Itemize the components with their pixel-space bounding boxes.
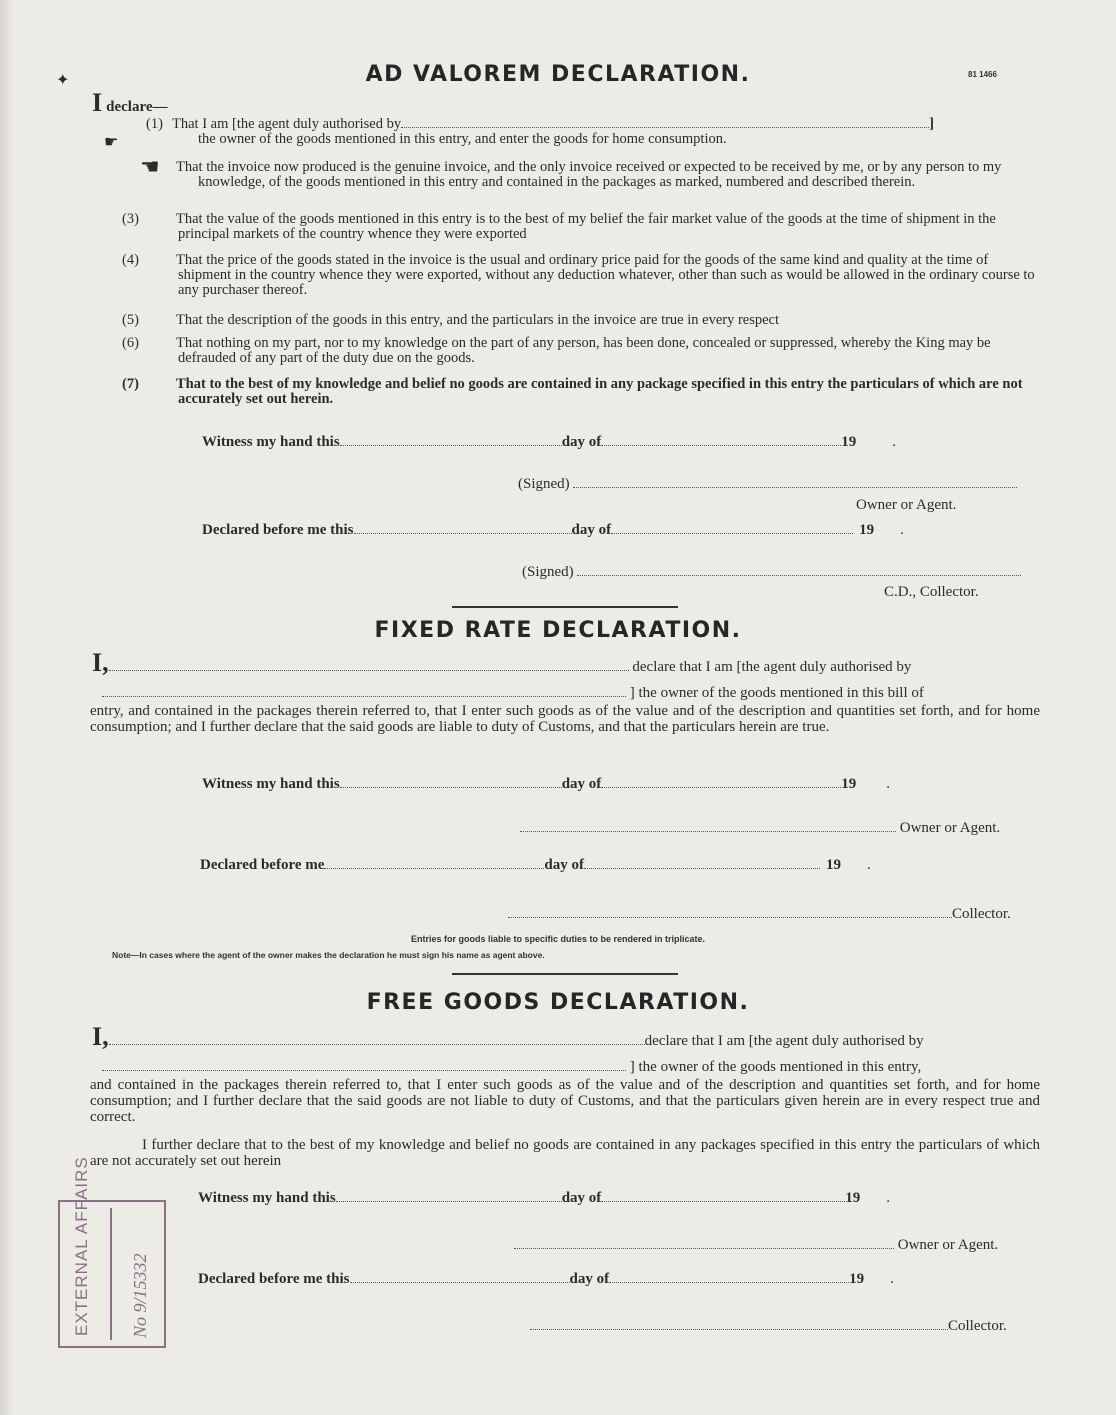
i-mark: I,: [92, 1022, 109, 1051]
day-of-label: day of: [561, 1190, 602, 1206]
page-edge-shadow: [0, 0, 14, 1415]
fg-bracket-row: [102, 1059, 921, 1076]
ad-valorem-title: AD VALOREM DECLARATION.: [365, 62, 751, 87]
i-mark: I,: [92, 648, 109, 677]
witness-month-field[interactable]: [601, 444, 841, 446]
clause-1: [146, 117, 1036, 147]
collector-label: Collector.: [948, 1318, 1007, 1334]
fr-bracket-row: [102, 685, 924, 702]
clause-5: [122, 312, 1040, 328]
declared-label: Declared before me this: [198, 1271, 350, 1287]
fr-paragraph: entry, and contained in the packages therein referred to, that I enter such goods as of the value and of the description and quantities set forth, and for home consumption; and I further declare that the said goods are liable to duty of Customs, and that the particulars herein are true.: [90, 703, 1040, 735]
clause-2: [176, 160, 1040, 190]
period: .: [886, 1190, 891, 1206]
witness-day-field[interactable]: [340, 786, 562, 788]
fr-declared-row: [200, 857, 871, 874]
section-divider: [452, 606, 678, 608]
day-of-label: day of: [544, 857, 584, 873]
declared-month-field[interactable]: [609, 1281, 849, 1283]
clause-3: [122, 211, 1040, 242]
margin-mark-icon: ✦: [56, 72, 70, 89]
free-goods-title: FREE GOODS DECLARATION.: [366, 990, 750, 1015]
fg-owner-row: [514, 1237, 998, 1254]
clause-text: That the description of the goods in this entry, and the particulars in the invoice are true in every respect: [176, 312, 780, 328]
collector-signature-field[interactable]: [577, 574, 1021, 576]
clause-number: (4): [122, 252, 139, 268]
day-of-label: day of: [569, 1271, 610, 1287]
year-label: 19: [841, 434, 857, 450]
signed-label: (Signed): [522, 564, 574, 580]
period: .: [886, 776, 891, 792]
pointing-hand-icon: ☛: [104, 134, 119, 151]
period: .: [892, 434, 897, 450]
fg-paragraph: and contained in the packages therein referred to, that I enter such goods as of the value and of the description and quantities set forth, and for home consumption; and I further declare that the said goods are not liable to duty of Customs, and that the particulars given herein are in every respect true and correct.: [90, 1077, 1040, 1125]
day-of-label: day of: [561, 434, 602, 450]
fg-declared-row: [198, 1271, 894, 1288]
collector-signature-field[interactable]: [530, 1328, 948, 1330]
bracket: ]: [929, 116, 934, 132]
stamp-number-column: [122, 1208, 160, 1340]
av-collector-label: C.D., Collector.: [884, 584, 979, 600]
fg-declare-row: [92, 1022, 924, 1052]
period: .: [900, 522, 904, 538]
year-label: 19: [845, 1190, 861, 1206]
external-affairs-stamp: [58, 1156, 166, 1348]
clause-number: (5): [122, 312, 139, 328]
av-witness-row: [202, 434, 896, 451]
clause-6: [122, 335, 1040, 366]
clause-text-line2: the owner of the goods mentioned in this entry, and enter the goods for home consumption.: [198, 131, 727, 147]
owner-signature-field[interactable]: [573, 486, 1017, 488]
day-of-label: day of: [571, 522, 612, 538]
stamp-dept-text: EXTERNAL AFFAIRS: [72, 1156, 91, 1336]
witness-label: Witness my hand this: [202, 776, 340, 792]
stamp-dept-column: [64, 1156, 112, 1340]
clause-text: That to the best of my knowledge and belief no goods are contained in any package specified in this entry the particulars of which are not accurately set out herein.: [176, 376, 1023, 407]
owner-or-agent-label: Owner or Agent.: [899, 820, 1001, 836]
fr-note-agent: Note—In cases where the agent of the owner makes the declaration he must sign his name as agent above.: [112, 950, 545, 960]
year-label: 19: [826, 857, 841, 873]
year-label: 19: [841, 776, 857, 792]
clause-7: [122, 376, 1040, 407]
form-number: 81 1466: [968, 70, 997, 79]
declarant-name-field[interactable]: [109, 1043, 645, 1045]
declare-intro: [92, 88, 168, 118]
fr-note-triplicate: Entries for goods liable to specific duties to be rendered in triplicate.: [410, 934, 706, 944]
pointing-hand-icon: ☚: [140, 154, 160, 179]
clause-text: That nothing on my part, nor to my knowledge on the part of any person, has been done, concealed or suppressed, whereby the King may be defrauded of any part of the duty due on the goods.: [176, 335, 991, 366]
stamp-number-text: No 9/15332: [130, 1253, 150, 1338]
av-collector-signed-row: [522, 564, 1021, 581]
declared-month-field[interactable]: [611, 532, 853, 534]
bracket-text: ] the owner of the goods mentioned in this entry,: [629, 1059, 922, 1075]
declared-label: Declared before me: [200, 857, 325, 873]
fg-agent-field[interactable]: [102, 1069, 626, 1071]
declarant-name-field[interactable]: [109, 669, 629, 671]
owner-signature-field[interactable]: [514, 1247, 894, 1249]
fr-witness-row: [202, 776, 890, 793]
year-label: 19: [849, 1271, 865, 1287]
clause-number: (6): [122, 335, 139, 351]
declared-day-field[interactable]: [324, 867, 544, 869]
av-declared-row: [202, 522, 904, 539]
signed-label: (Signed): [518, 476, 570, 492]
owner-signature-field[interactable]: [520, 830, 896, 832]
declared-day-field[interactable]: [354, 532, 572, 534]
witness-label: Witness my hand this: [198, 1190, 336, 1206]
collector-signature-field[interactable]: [508, 916, 952, 918]
clause-text: That the invoice now produced is the genuine invoice, and the only invoice received or expected to be received by me, or by any person to my knowledge, of the goods mentioned in this entry and contained in the packages as marked, numbered and described therein.: [176, 159, 1002, 190]
fr-owner-row: [520, 820, 1000, 837]
agent-name-field[interactable]: [401, 126, 929, 128]
av-signed-row: [518, 476, 1017, 493]
fg-collector-row: [530, 1318, 1007, 1335]
clause-text: That the value of the goods mentioned in this entry is to the best of my belief the fair market value of the goods at the time of shipment in the principal markets of the country whence they were exported: [176, 211, 996, 242]
section-divider: [452, 973, 678, 975]
declared-day-field[interactable]: [350, 1281, 570, 1283]
clause-number: (7): [122, 376, 139, 392]
declared-month-field[interactable]: [584, 867, 820, 869]
witness-label: Witness my hand this: [202, 434, 340, 450]
declared-label: Declared before me this: [202, 522, 354, 538]
witness-month-field[interactable]: [601, 1200, 845, 1202]
declare-text: declare that I am [the agent duly authorised by: [644, 1033, 924, 1049]
day-of-label: day of: [561, 776, 602, 792]
fr-agent-field[interactable]: [102, 695, 626, 697]
fg-paragraph-2: I further declare that to the best of my knowledge and belief no goods are contained in any packages specified in this entry the particulars of which are not accurately set out herein: [90, 1137, 1040, 1169]
owner-or-agent-label: Owner or Agent.: [897, 1237, 999, 1253]
bracket-text: ] the owner of the goods mentioned in this bill of: [629, 685, 924, 701]
clause-number: (3): [122, 211, 139, 227]
intro-letter: I: [92, 88, 103, 117]
fr-collector-row: [508, 906, 1011, 923]
period: .: [890, 1271, 894, 1287]
witness-day-field[interactable]: [340, 444, 562, 446]
clause-text: That I am [the agent duly authorised by: [172, 116, 402, 132]
av-owner-or-agent: Owner or Agent.: [856, 497, 957, 513]
witness-month-field[interactable]: [601, 786, 841, 788]
declare-text: declare that I am [the agent duly authorised by: [632, 659, 912, 675]
clause-4: [122, 252, 1040, 298]
clause-number: (1): [146, 116, 163, 132]
fixed-rate-title: FIXED RATE DECLARATION.: [374, 618, 742, 643]
period: .: [867, 857, 871, 873]
fg-witness-row: [198, 1190, 890, 1207]
collector-label: Collector.: [952, 906, 1011, 922]
year-label: 19: [859, 522, 875, 538]
fr-declare-row: [92, 648, 911, 678]
witness-day-field[interactable]: [336, 1200, 562, 1202]
intro-rest: declare—: [106, 99, 168, 115]
clause-text: That the price of the goods stated in the invoice is the usual and ordinary price paid for the goods of the same kind and quality at the time of shipment in the country whence they were exported, without any deduction whatever, other than such as would be allowed in the ordinary course to any purchaser thereof.: [176, 252, 1035, 298]
